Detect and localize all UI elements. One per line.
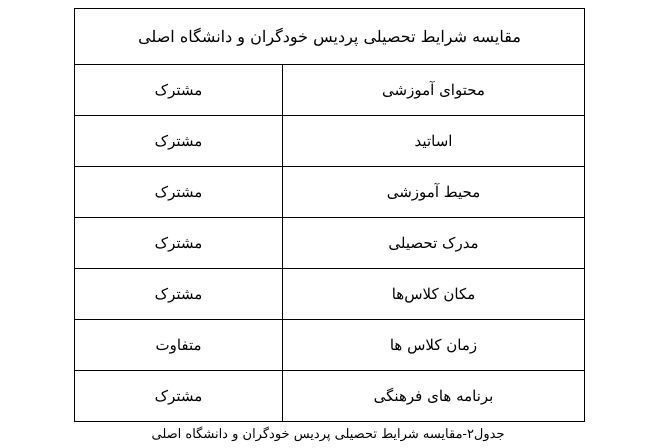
table-title: مقایسه شرایط تحصیلی پردیس خودگران و دانشگاه اصلی [75,9,585,65]
table-title-row [75,9,585,65]
feature-cell: مکان کلاس‌ها [283,269,585,320]
table-row [75,371,585,422]
table-row [75,218,585,269]
feature-cell: مدرک تحصیلی [283,218,585,269]
status-cell: متفاوت [75,320,283,371]
status-cell: مشترک [75,371,283,422]
table-row [75,65,585,116]
table-row [75,320,585,371]
feature-cell: زمان کلاس ها [283,320,585,371]
comparison-table [74,8,585,422]
feature-cell: برنامه های فرهنگی [283,371,585,422]
feature-cell: محیط آموزشی [283,167,585,218]
status-cell: مشترک [75,65,283,116]
table-caption: جدول۲-مقایسه شرایط تحصیلی پردیس خودگران و دانشگاه اصلی [151,427,505,442]
feature-cell: محتوای آموزشی [283,65,585,116]
status-cell: مشترک [75,116,283,167]
status-cell: مشترک [75,167,283,218]
table-row [75,167,585,218]
status-cell: مشترک [75,218,283,269]
table-row [75,269,585,320]
table-row [75,116,585,167]
status-cell: مشترک [75,269,283,320]
feature-cell: اساتید [283,116,585,167]
